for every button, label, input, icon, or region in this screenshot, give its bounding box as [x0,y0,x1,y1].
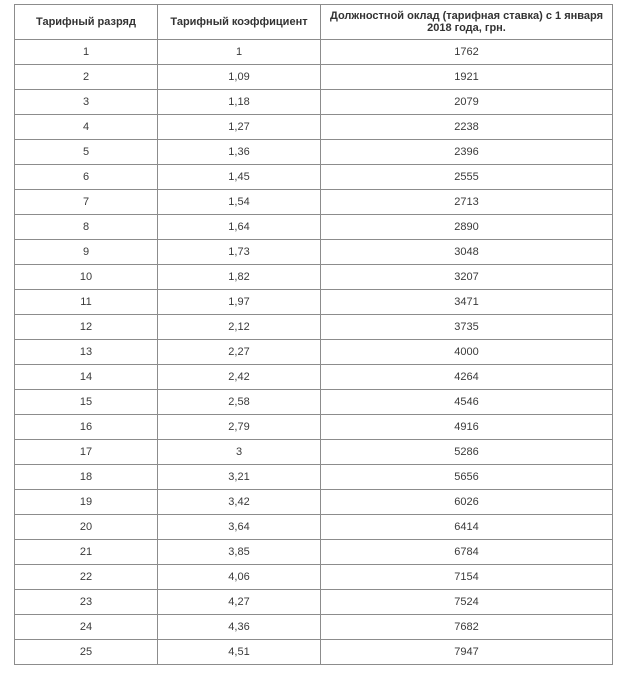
cell-grade: 15 [15,390,158,415]
cell-grade: 3 [15,90,158,115]
cell-grade: 25 [15,640,158,665]
cell-salary: 3735 [321,315,613,340]
cell-coefficient: 1,45 [158,165,321,190]
cell-grade: 4 [15,115,158,140]
table-row [15,440,613,465]
cell-salary: 2238 [321,115,613,140]
table-row [15,540,613,565]
cell-coefficient: 4,36 [158,615,321,640]
table-row [15,165,613,190]
cell-grade: 1 [15,40,158,65]
cell-grade: 21 [15,540,158,565]
table-row [15,565,613,590]
cell-grade: 5 [15,140,158,165]
table-row [15,115,613,140]
cell-salary: 1762 [321,40,613,65]
cell-coefficient: 3,64 [158,515,321,540]
cell-coefficient: 1,64 [158,215,321,240]
cell-coefficient: 4,51 [158,640,321,665]
cell-salary: 7947 [321,640,613,665]
cell-grade: 17 [15,440,158,465]
table-row [15,315,613,340]
table-row [15,40,613,65]
table-row [15,340,613,365]
cell-salary: 2890 [321,215,613,240]
cell-grade: 10 [15,265,158,290]
cell-coefficient: 2,42 [158,365,321,390]
table-row [15,465,613,490]
cell-salary: 2555 [321,165,613,190]
cell-grade: 8 [15,215,158,240]
header-salary: Должностной оклад (тарифная ставка) с 1 января 2018 года, грн. [321,5,613,40]
table-row [15,615,613,640]
cell-salary: 4916 [321,415,613,440]
cell-coefficient: 1,82 [158,265,321,290]
cell-grade: 24 [15,615,158,640]
cell-grade: 22 [15,565,158,590]
cell-salary: 4264 [321,365,613,390]
cell-grade: 13 [15,340,158,365]
cell-grade: 2 [15,65,158,90]
cell-salary: 3048 [321,240,613,265]
cell-salary: 7154 [321,565,613,590]
cell-coefficient: 1,54 [158,190,321,215]
cell-coefficient: 1,73 [158,240,321,265]
cell-salary: 2713 [321,190,613,215]
cell-coefficient: 3,42 [158,490,321,515]
table-row [15,390,613,415]
table-row [15,515,613,540]
table-row [15,140,613,165]
cell-salary: 1921 [321,65,613,90]
cell-salary: 6026 [321,490,613,515]
cell-grade: 11 [15,290,158,315]
table-row [15,365,613,390]
cell-salary: 2396 [321,140,613,165]
cell-coefficient: 2,79 [158,415,321,440]
cell-coefficient: 3 [158,440,321,465]
cell-coefficient: 3,85 [158,540,321,565]
tariff-table [14,4,613,665]
cell-grade: 9 [15,240,158,265]
table-header-row [15,5,613,40]
cell-coefficient: 2,58 [158,390,321,415]
cell-salary: 6414 [321,515,613,540]
cell-coefficient: 1,18 [158,90,321,115]
table-row [15,265,613,290]
header-tariff-coefficient: Тарифный коэффициент [158,5,321,40]
cell-coefficient: 1,97 [158,290,321,315]
cell-coefficient: 4,27 [158,590,321,615]
cell-grade: 16 [15,415,158,440]
table-row [15,590,613,615]
header-tariff-grade: Тарифный разряд [15,5,158,40]
cell-salary: 6784 [321,540,613,565]
cell-salary: 4546 [321,390,613,415]
cell-salary: 7524 [321,590,613,615]
cell-coefficient: 1,36 [158,140,321,165]
cell-salary: 2079 [321,90,613,115]
cell-grade: 7 [15,190,158,215]
table-row [15,215,613,240]
table-body [15,40,613,665]
cell-grade: 14 [15,365,158,390]
cell-grade: 19 [15,490,158,515]
cell-coefficient: 2,27 [158,340,321,365]
cell-salary: 4000 [321,340,613,365]
cell-coefficient: 1,09 [158,65,321,90]
table-row [15,490,613,515]
cell-salary: 3471 [321,290,613,315]
table-row [15,190,613,215]
table-row [15,290,613,315]
cell-grade: 18 [15,465,158,490]
cell-coefficient: 1,27 [158,115,321,140]
cell-salary: 5656 [321,465,613,490]
cell-coefficient: 3,21 [158,465,321,490]
table-row [15,415,613,440]
table-row [15,65,613,90]
cell-salary: 5286 [321,440,613,465]
table-row [15,90,613,115]
cell-coefficient: 2,12 [158,315,321,340]
table-row [15,240,613,265]
cell-salary: 3207 [321,265,613,290]
cell-salary: 7682 [321,615,613,640]
cell-coefficient: 4,06 [158,565,321,590]
cell-coefficient: 1 [158,40,321,65]
cell-grade: 12 [15,315,158,340]
cell-grade: 23 [15,590,158,615]
cell-grade: 6 [15,165,158,190]
cell-grade: 20 [15,515,158,540]
table-row [15,640,613,665]
tariff-table-container [14,4,613,665]
